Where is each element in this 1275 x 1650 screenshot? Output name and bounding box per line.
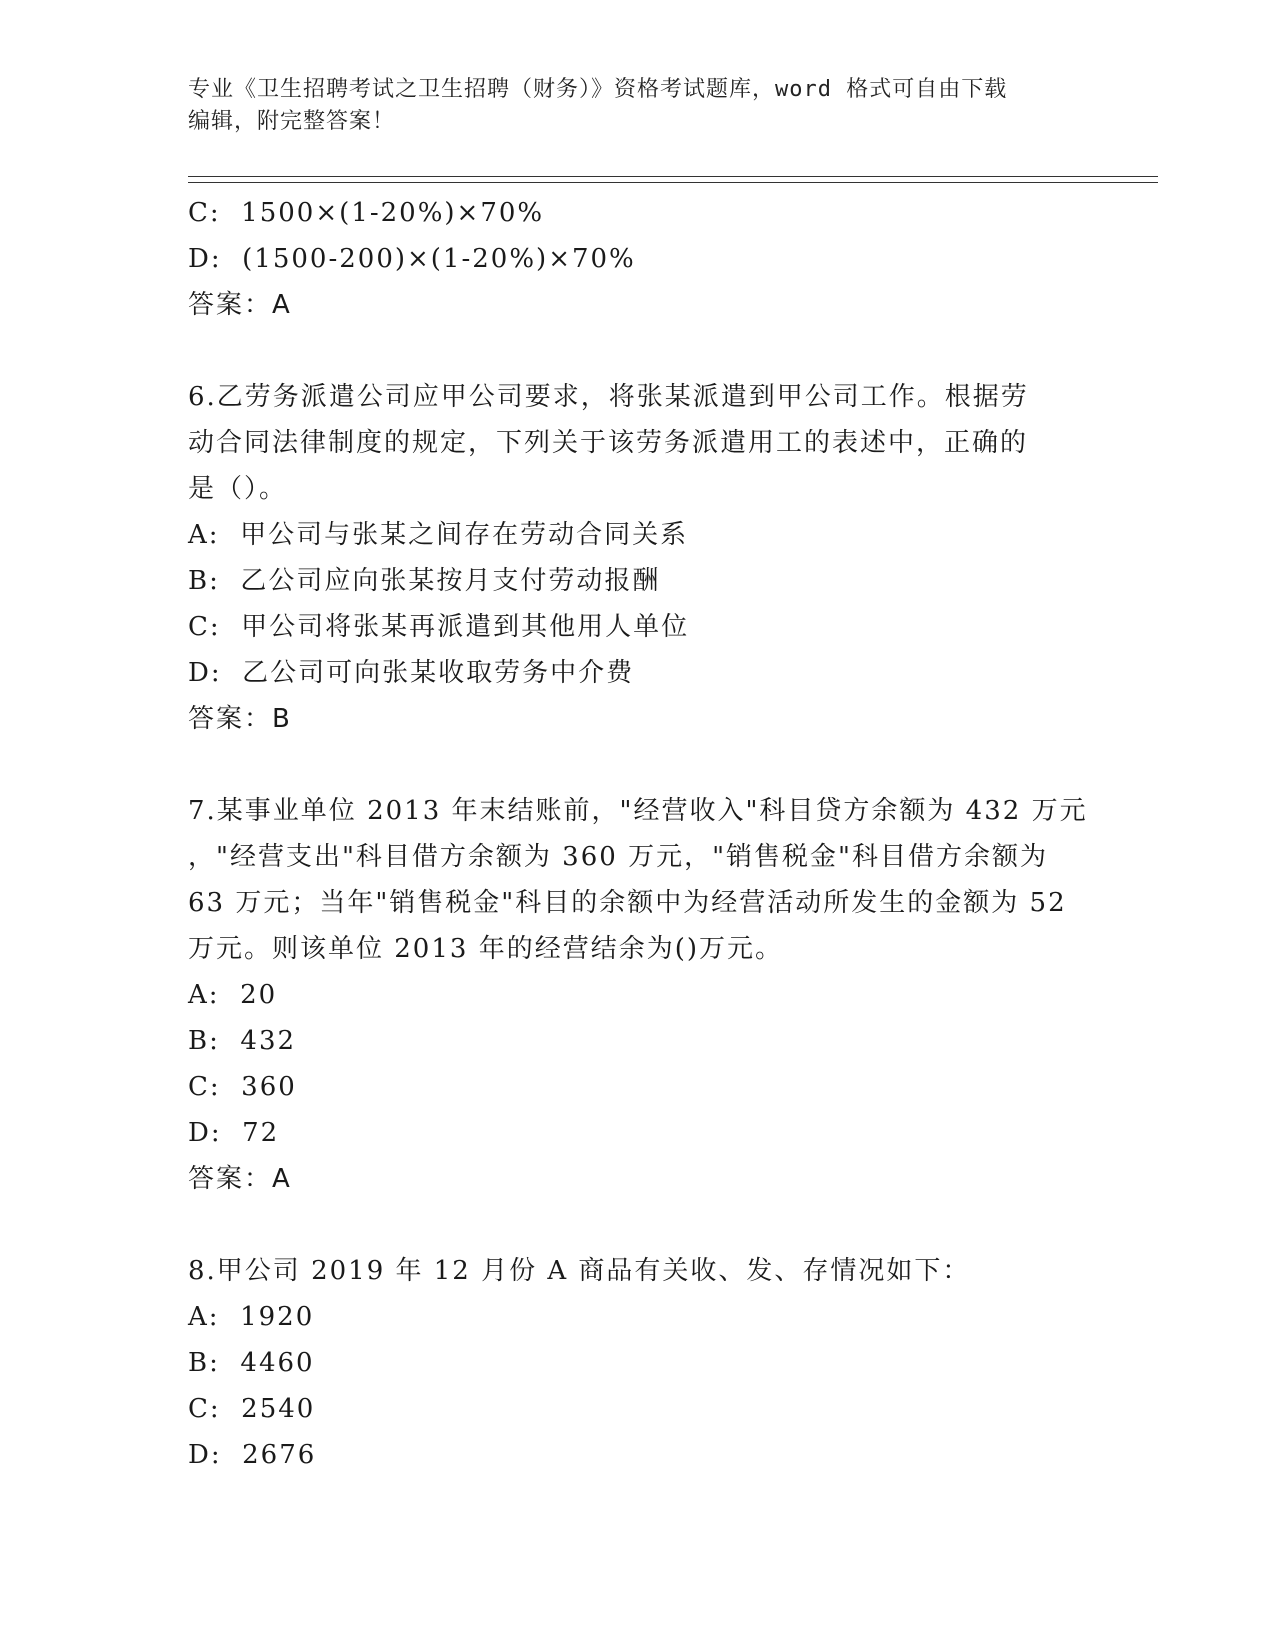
question-5-block [188, 190, 1088, 328]
q7-option-d: D: 72 [188, 1118, 280, 1148]
question-8-block [188, 1248, 1088, 1478]
q7-option-b: B: 432 [188, 1026, 297, 1056]
header-divider-bottom [188, 182, 1158, 183]
q6-option-c: C: 甲公司将张某再派遣到其他用人单位 [188, 612, 690, 642]
q7-option-a: A: 20 [188, 980, 278, 1010]
q7-stem-line-2: ，"经营支出"科目借方余额为 360 万元，"销售税金"科目借方余额为 [188, 842, 1048, 872]
spacer [188, 328, 1088, 374]
header-line-1: 专业《卫生招聘考试之卫生招聘（财务）》资格考试题库，word 格式可自由下载 [188, 77, 1008, 102]
question-content [188, 190, 1088, 1478]
question-6-block [188, 374, 1088, 742]
q6-stem-line-1: 6.乙劳务派遣公司应甲公司要求，将张某派遣到甲公司工作。根据劳 [188, 382, 1029, 412]
spacer [188, 742, 1088, 788]
q6-answer: 答案：B [188, 704, 292, 734]
q7-stem-line-4: 万元。则该单位 2013 年的经营结余为()万元。 [188, 934, 783, 964]
q7-option-c: C: 360 [188, 1072, 297, 1102]
q8-option-a: A: 1920 [188, 1302, 315, 1332]
q7-answer: 答案：A [188, 1164, 292, 1194]
q5-option-d: D: (1500-200)×(1-20%)×70% [188, 244, 636, 274]
document-header [188, 74, 1088, 138]
q6-stem-line-3: 是（）。 [188, 474, 288, 504]
q5-option-c: C: 1500×(1-20%)×70% [188, 198, 545, 228]
q8-option-b: B: 4460 [188, 1348, 315, 1378]
header-divider-top [188, 176, 1158, 177]
question-7-block [188, 788, 1088, 1202]
q6-option-d: D: 乙公司可向张某收取劳务中介费 [188, 658, 635, 688]
q8-option-c: C: 2540 [188, 1394, 316, 1424]
q6-option-b: B: 乙公司应向张某按月支付劳动报酬 [188, 566, 661, 596]
q6-stem-line-2: 动合同法律制度的规定，下列关于该劳务派遣用工的表述中，正确的 [188, 428, 1029, 458]
q8-stem-line-1: 8.甲公司 2019 年 12 月份 A 商品有关收、发、存情况如下： [188, 1256, 971, 1286]
q8-option-d: D: 2676 [188, 1440, 317, 1470]
q6-option-a: A: 甲公司与张某之间存在劳动合同关系 [188, 520, 689, 550]
q7-stem-line-1: 7.某事业单位 2013 年末结账前，"经营收入"科目贷方余额为 432 万元 [188, 796, 1088, 826]
header-line-2: 编辑，附完整答案！ [188, 109, 396, 134]
q5-answer: 答案：A [188, 290, 292, 320]
q7-stem-line-3: 63 万元；当年"销售税金"科目的余额中为经营活动所发生的金额为 52 [188, 888, 1067, 918]
spacer [188, 1202, 1088, 1248]
